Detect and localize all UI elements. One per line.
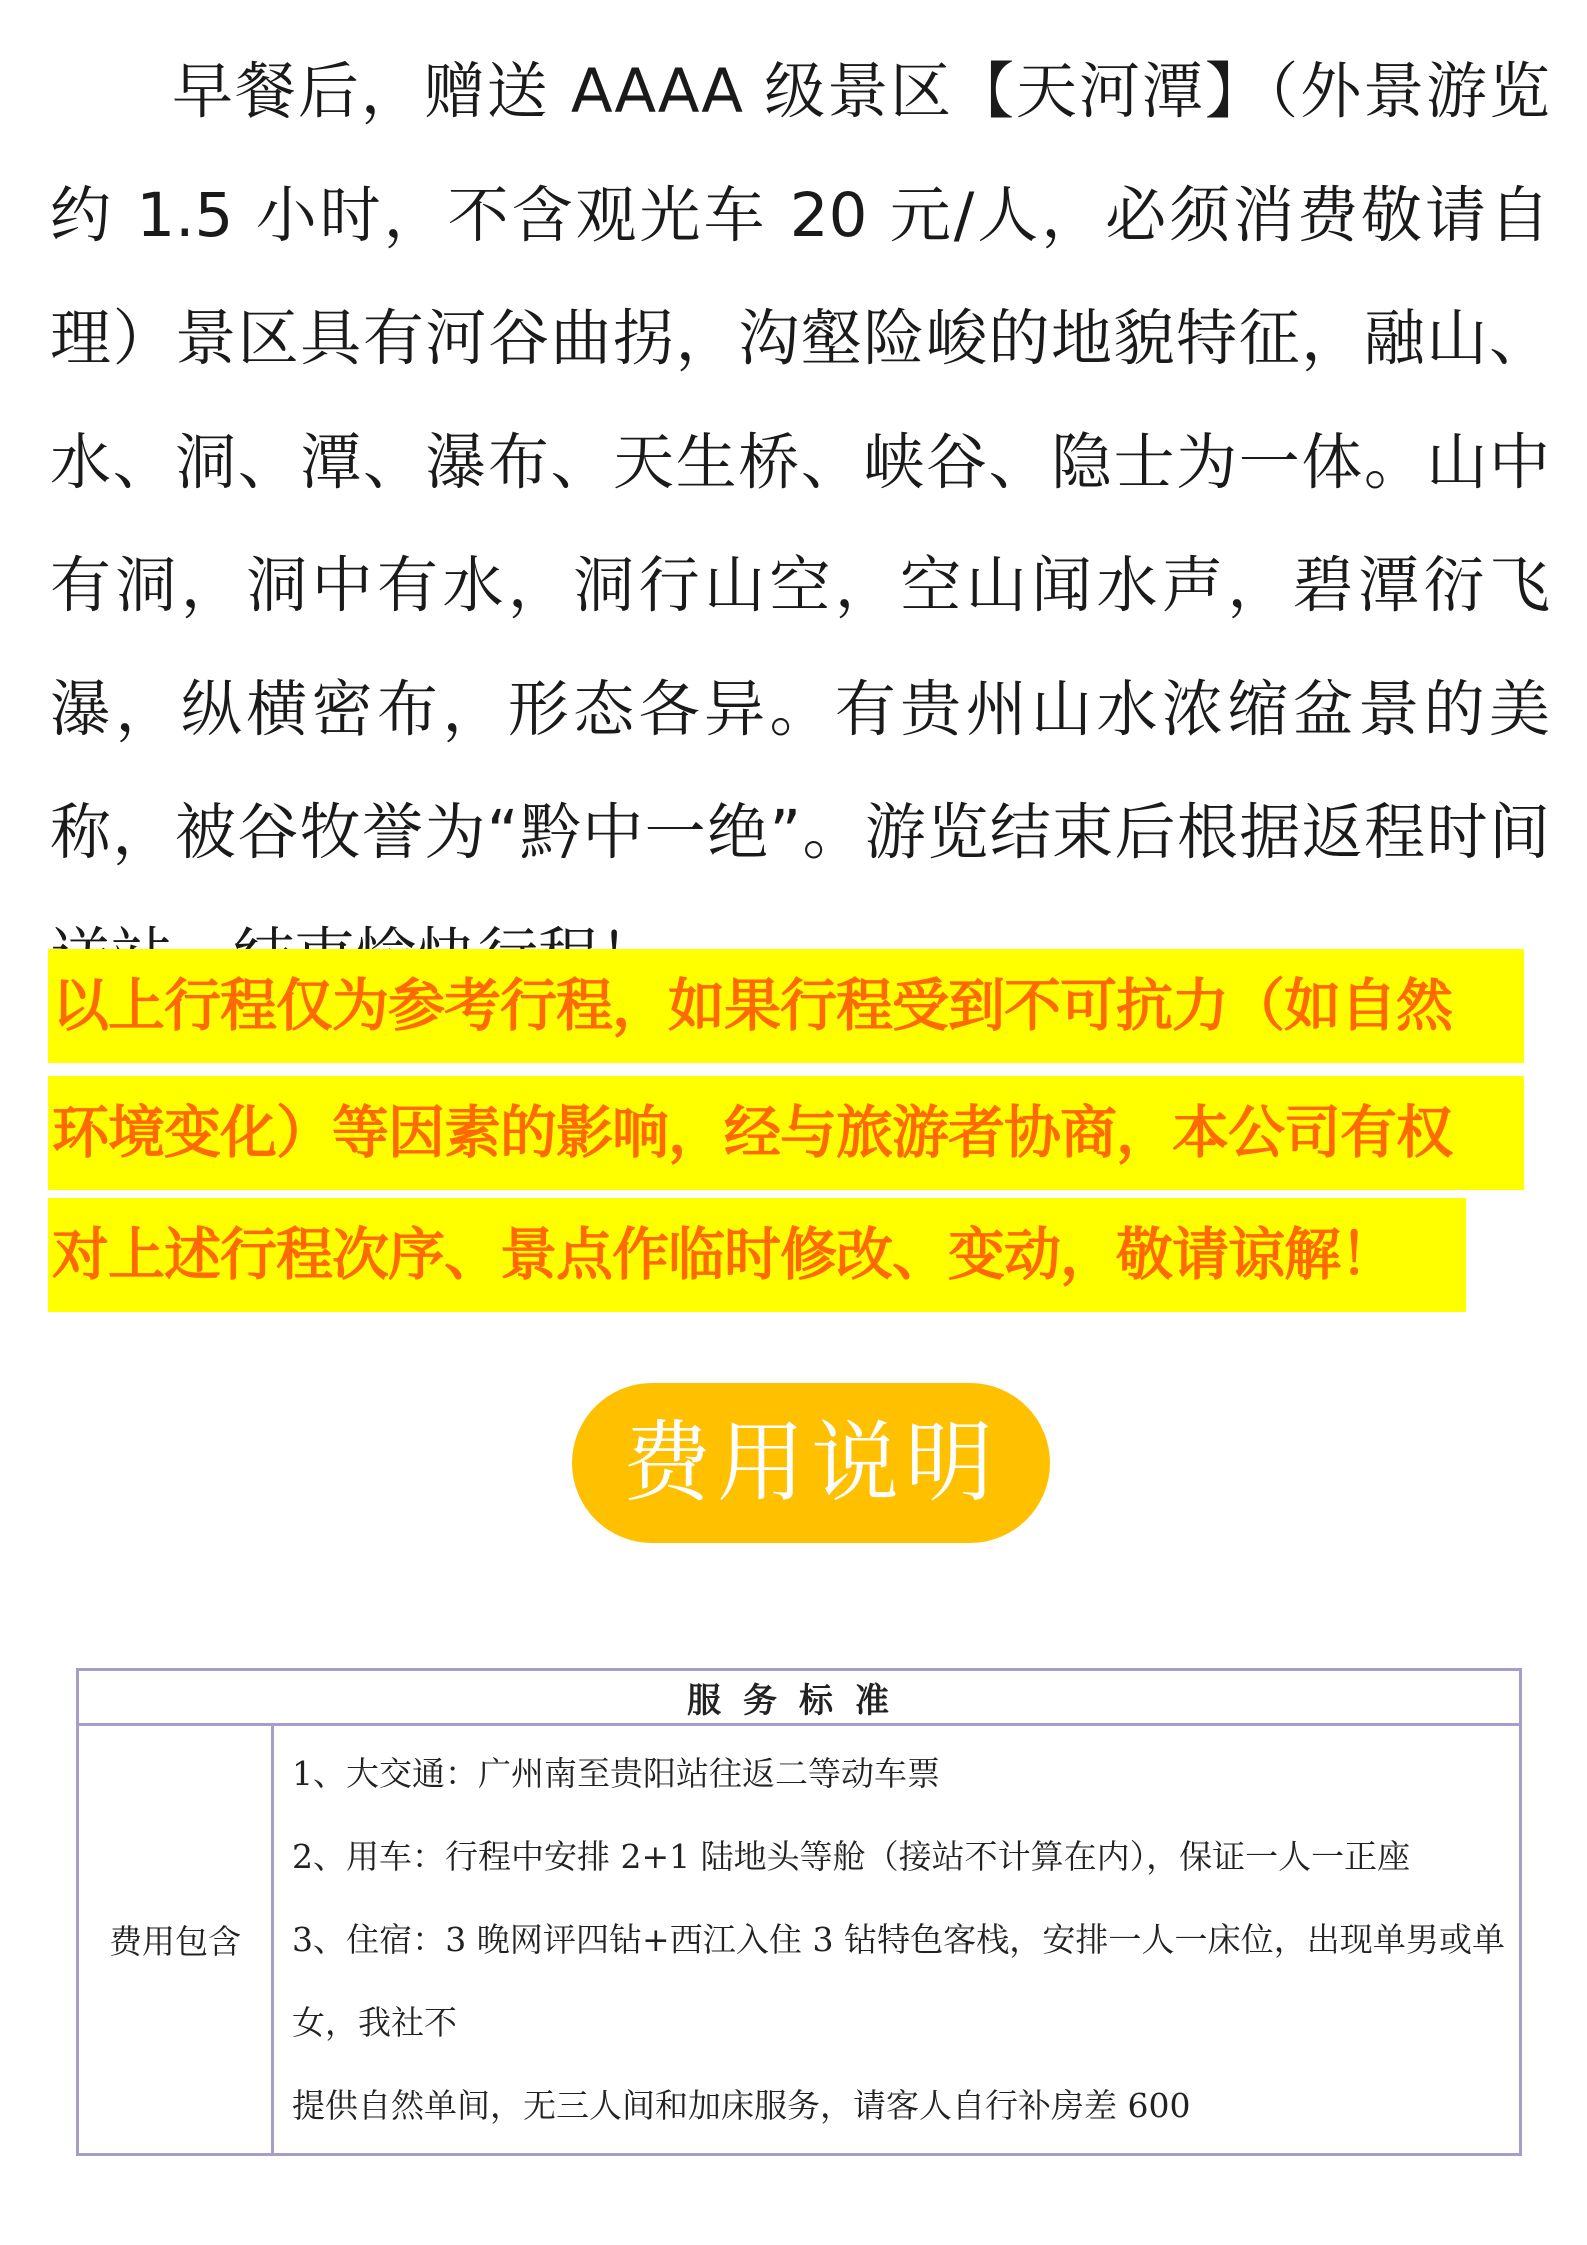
row-label-fees-included: 费用包含 [78,1725,273,2155]
row-content-fees-included [273,1725,1521,2155]
disclaimer-line: 环境变化）等因素的影响，经与旅游者协商，本公司有权 [48,1076,1524,1190]
table-header-row [78,1670,1521,1725]
list-item: 3、住宿：3 晚网评四钻+西江入住 3 钻特色客栈，安排一人一床位，出现单男或单女，我社不 [292,1920,1505,2042]
disclaimer-line: 对上述行程次序、景点作临时修改、变动，敬请谅解！ [48,1198,1466,1312]
itinerary-paragraph: 早餐后，赠送 AAAA 级景区【天河潭】（外景游览约 1.5 小时，不含观光车 20 元/人，必须消费敬请自理）景区具有河谷曲拐，沟壑险峻的地貌特征，融山、水、洞、潭、瀑布、天生桥、峡谷、隐士为一体。山中有洞，洞中有水，洞行山空，空山闻水声，碧潭衍飞瀑，纵横密布，形态各异。有贵州山水浓缩盆景的美称，被谷牧誉为“黔中一绝”。游览结束后根据返程时间 [50,56,1550,868]
table-header: 服务标准 [78,1670,1521,1725]
table-row [78,1725,1521,2155]
list-item: 提供自然单间，无三人间和加床服务，请客人自行补房差 600 [292,2086,1191,2125]
service-standard-table [76,1668,1522,2156]
list-item: 2、用车：行程中安排 2+1 陆地头等舱（接站不计算在内），保证一人一正座 [292,1837,1411,1876]
list-item: 1、大交通：广州南至贵阳站往返二等动车票 [292,1754,940,1793]
disclaimer-line: 以上行程仅为参考行程，如果行程受到不可抗力（如自然 [48,949,1524,1063]
section-title-pill: 费用说明 [572,1383,1050,1543]
